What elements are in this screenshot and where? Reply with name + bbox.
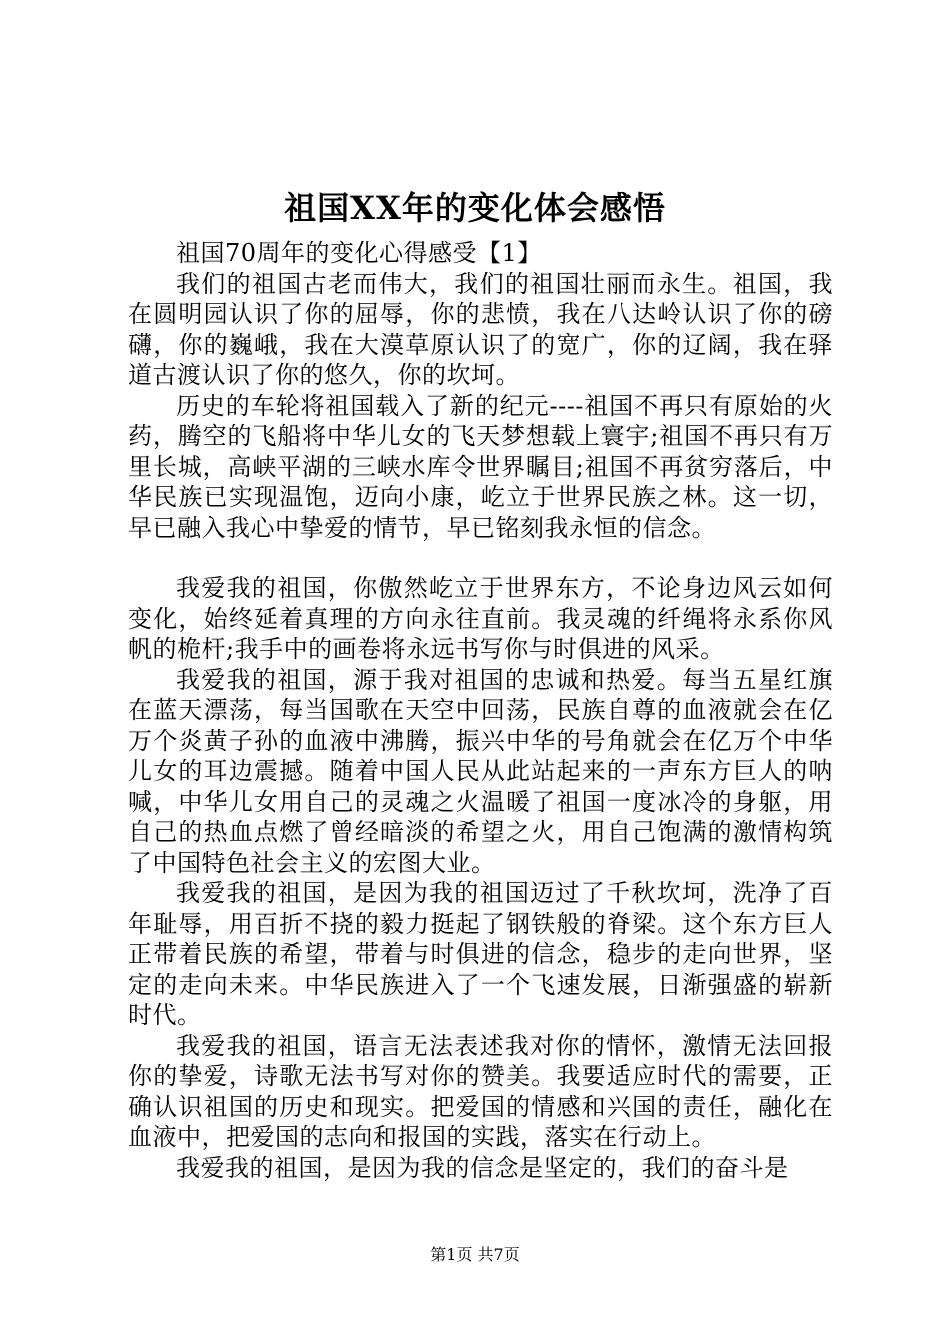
paragraph: 我爱我的祖国，源于我对祖国的忠诚和热爱。每当五星红旗在蓝天漂荡，每当国歌在天空中回荡，民族自尊的血液就会在亿万个炎黄子孙的血液中沸腾，振兴中华的号角就会在亿万个中华儿女的耳边震撼。随着中国人民从此站起来的一声东方巨人的呐喊，中华儿女用自己的灵魂之火温暖了祖国一度冰冷的身躯，用自己的热血点燃了曾经暗淡的希望之火，用自己饱满的激情构筑了中国特色社会主义的宏图大业。 xyxy=(128,665,833,877)
paragraph: 我们的祖国古老而伟大，我们的祖国壮丽而永生。祖国，我在圆明园认识了你的屈辱，你的悲愤，我在八达岭认识了你的磅礴，你的巍峨，我在大漠草原认识了的宽广，你的辽阔，我在驿道古渡认识了你的悠久，你的坎坷。 xyxy=(128,269,833,389)
paragraph: 历史的车轮将祖国载入了新的纪元----祖国不再只有原始的火药，腾空的飞船将中华儿女的飞天梦想载上寰宇;祖国不再只有万里长城，高峡平湖的三峡水库令世界瞩目;祖国不再贫穷落后，中华民族已实现温饱，迈向小康，屹立于世界民族之林。这一切，早已融入我心中挚爱的情节，早已铭刻我永恒的信念。 xyxy=(128,391,833,542)
paragraph: 我爱我的祖国，语言无法表述我对你的情怀，激情无法回报你的挚爱，诗歌无法书写对你的赞美。我要适应时代的需要，正确认识祖国的历史和现实。把爱国的情感和兴国的责任，融化在血液中，把爱国的志向和报国的实践，落实在行动上。 xyxy=(128,1031,833,1151)
paragraph: 我爱我的祖国，是因为我的祖国迈过了千秋坎坷，洗净了百年耻辱，用百折不挠的毅力挺起了钢铁般的脊梁。这个东方巨人正带着民族的希望，带着与时俱进的信念，稳步的走向世界，坚定的走向未来。中华民族进入了一个飞速发展，日渐强盛的崭新时代。 xyxy=(128,879,833,1029)
paragraph: 我爱我的祖国，你傲然屹立于世界东方，不论身边风云如何变化，始终延着真理的方向永往直前。我灵魂的纤绳将永系你风帆的桅杆;我手中的画卷将永远书写你与时俱进的风采。 xyxy=(128,574,833,663)
page-footer: 第1页 共7页 xyxy=(430,1245,520,1264)
document-title: 祖国XX年的变化体会感悟 xyxy=(284,189,666,227)
paragraph: 我爱我的祖国，是因为我的信念是坚定的，我们的奋斗是 xyxy=(176,1153,789,1182)
document-body xyxy=(128,238,833,1183)
section-heading: 祖国70周年的变化心得感受【1】 xyxy=(176,239,542,267)
